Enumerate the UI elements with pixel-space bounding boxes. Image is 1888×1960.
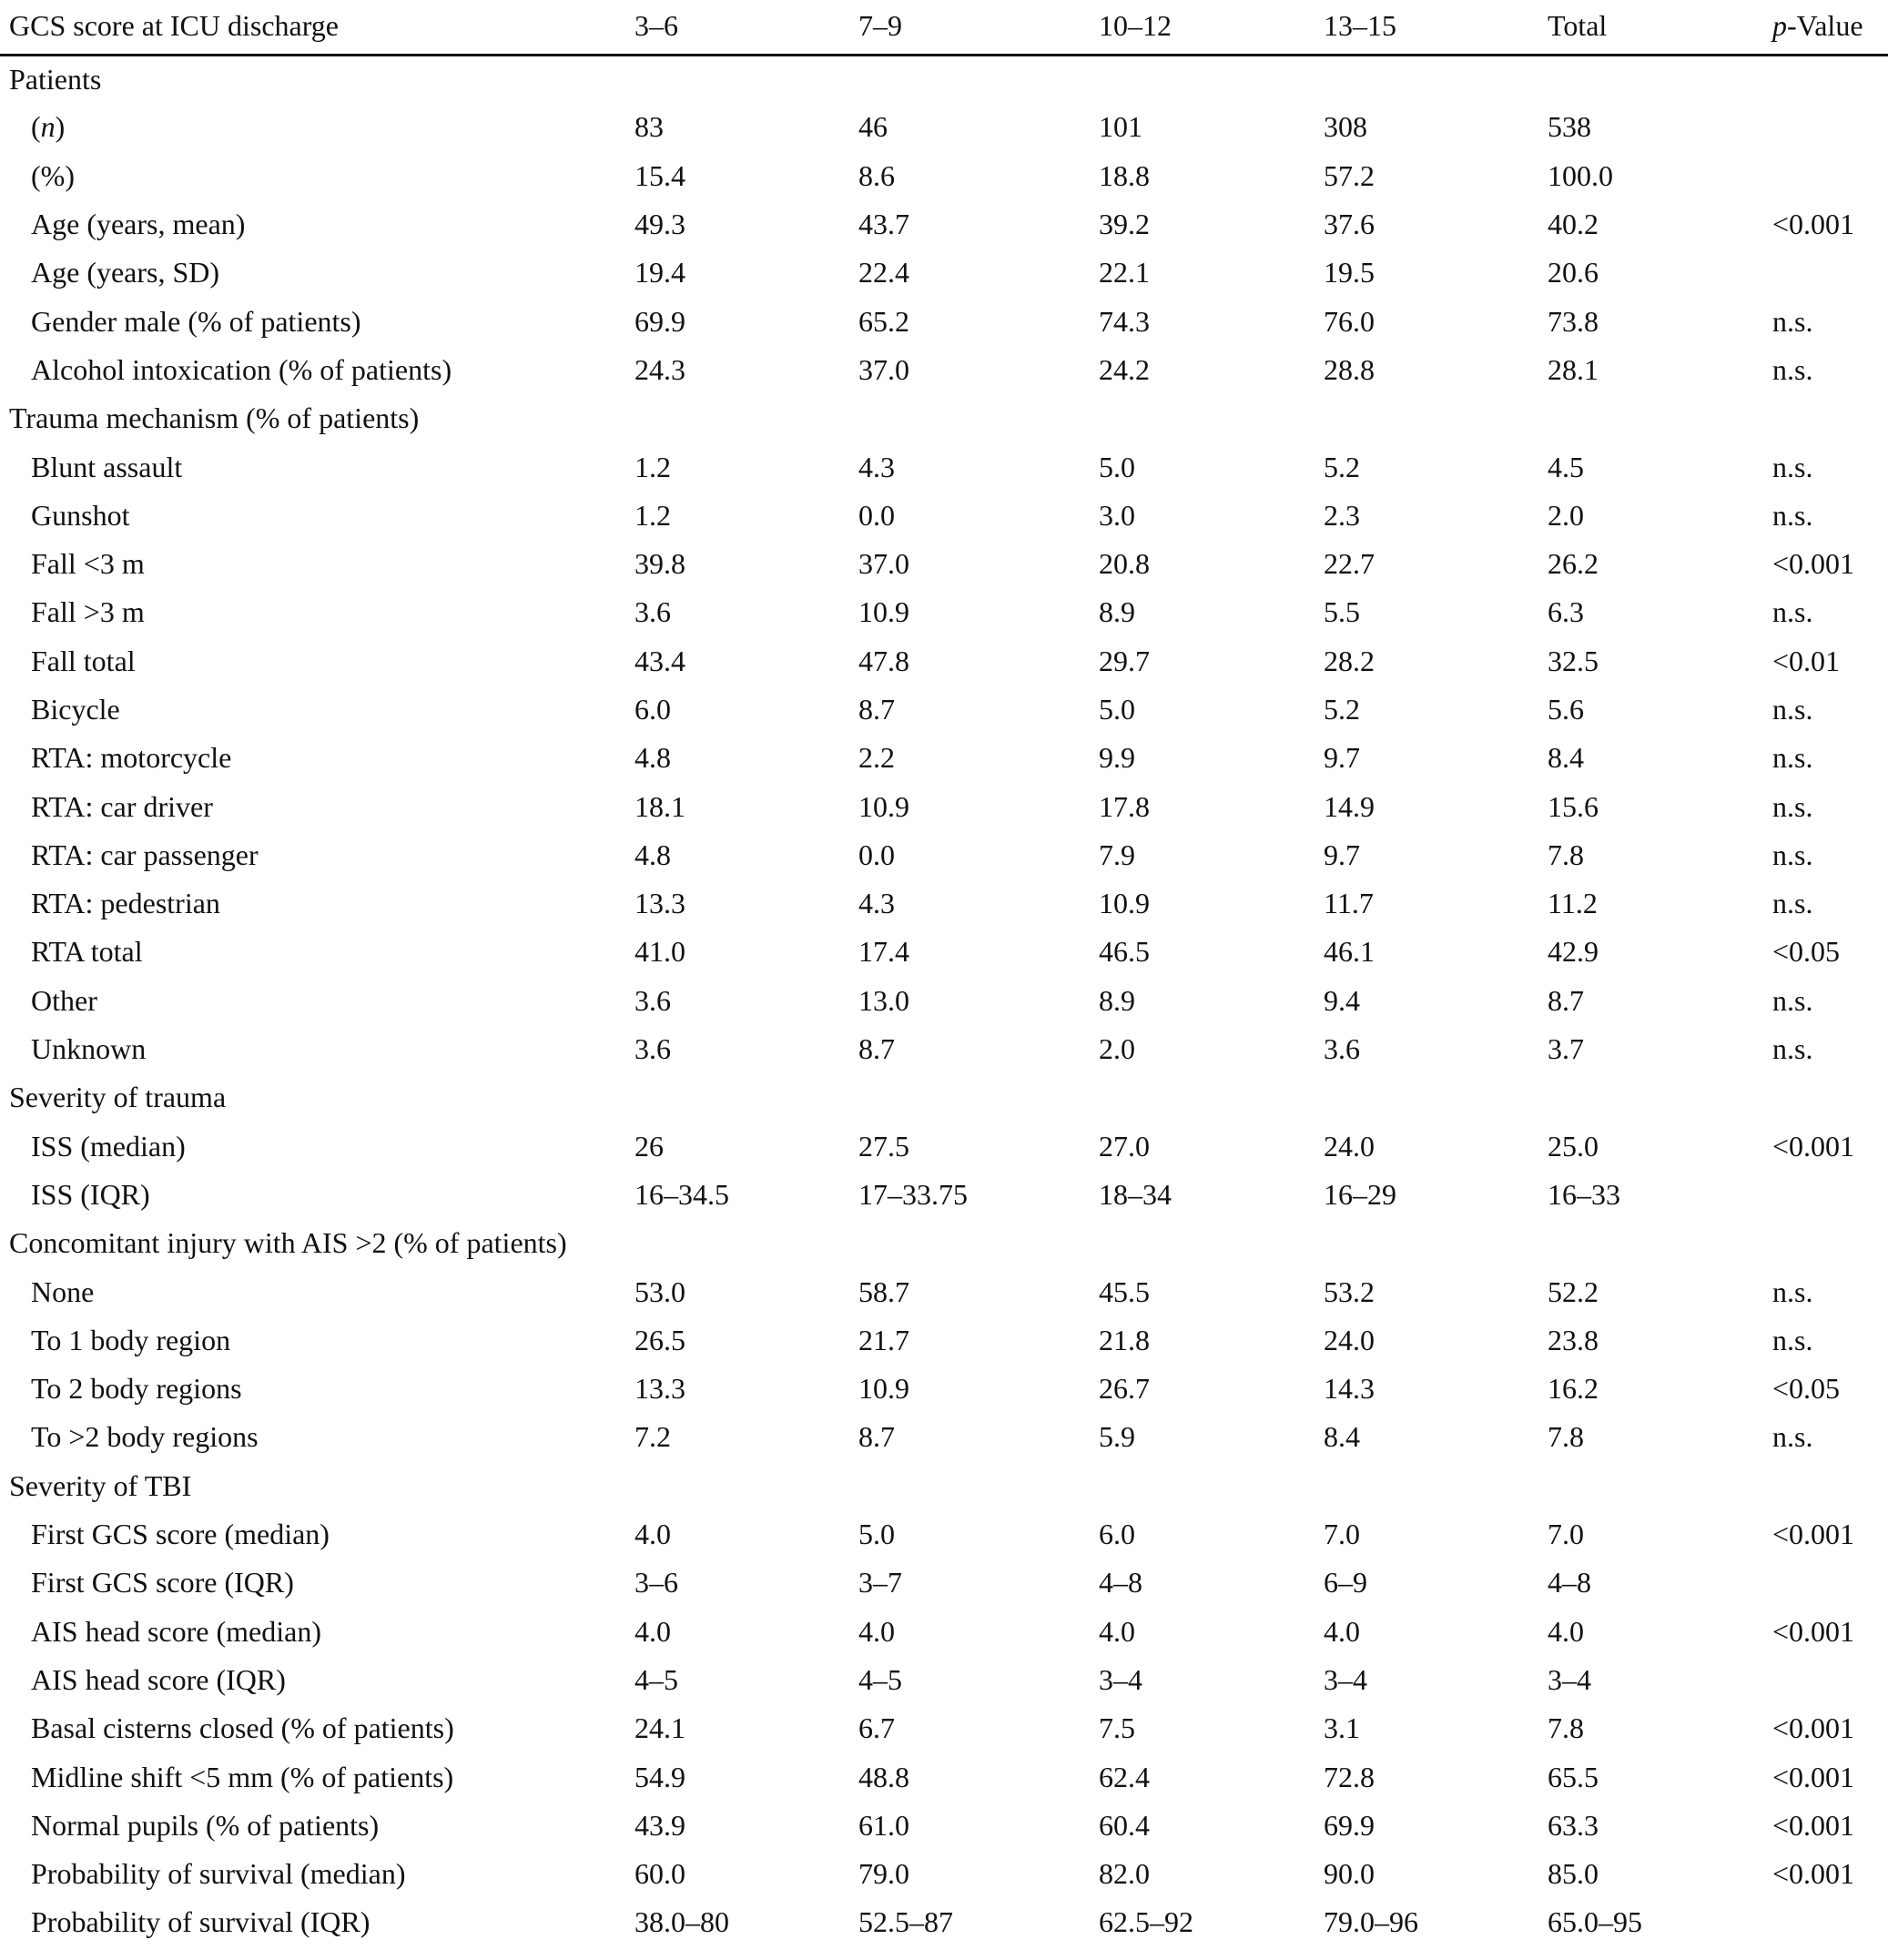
cell-13-15: 14.9 <box>1324 789 1375 823</box>
cell-13-15: 2.3 <box>1324 498 1360 532</box>
cell-10-12: 5.0 <box>1099 450 1135 483</box>
cell-total: 20.6 <box>1548 256 1599 289</box>
cell-p-value: n.s. <box>1772 741 1813 775</box>
cell-3-6: 6.0 <box>634 693 671 726</box>
cell-10-12: 6.0 <box>1099 1518 1135 1551</box>
table-row <box>0 1656 1888 1704</box>
cell-total: 32.5 <box>1548 644 1599 677</box>
cell-10-12: 82.0 <box>1099 1857 1150 1891</box>
table-row <box>0 346 1888 394</box>
cell-p-value: n.s. <box>1772 498 1813 532</box>
cell-total: 100.0 <box>1548 158 1613 192</box>
row-label: AIS head score (median) <box>31 1614 321 1648</box>
table-row <box>0 1025 1888 1073</box>
cell-3-6: 4.0 <box>634 1614 671 1648</box>
cell-p-value: n.s. <box>1772 789 1813 823</box>
header-gcs-score: GCS score at ICU discharge <box>0 0 634 55</box>
cell-13-15: 11.7 <box>1324 887 1374 920</box>
cell-7-9: 58.7 <box>858 1275 909 1308</box>
cell-p-value: n.s. <box>1772 693 1813 726</box>
cell-p-value: n.s. <box>1772 838 1813 871</box>
cell-p-value: n.s. <box>1772 1032 1813 1066</box>
cell-3-6: 4.8 <box>634 838 671 871</box>
row-label: To 2 body regions <box>31 1372 242 1406</box>
table-header <box>0 0 1888 55</box>
cell-10-12: 101 <box>1099 110 1142 144</box>
cell-10-12: 10.9 <box>1099 887 1150 920</box>
header-13-15: 13–15 <box>1324 0 1548 55</box>
cell-7-9: 8.6 <box>858 158 895 192</box>
cell-p-value: n.s. <box>1772 1323 1813 1356</box>
header-p-value <box>1772 0 1888 55</box>
table-row <box>0 1898 1888 1946</box>
cell-total: 85.0 <box>1548 1857 1599 1891</box>
table-row <box>0 1510 1888 1559</box>
cell-7-9: 46 <box>858 110 888 144</box>
cell-7-9: 37.0 <box>858 547 909 581</box>
cell-p-value <box>1772 249 1888 297</box>
cell-7-9: 52.5–87 <box>858 1905 953 1939</box>
table-row <box>0 1802 1888 1850</box>
cell-7-9: 13.0 <box>858 983 909 1017</box>
cell-10-12: 60.4 <box>1099 1808 1150 1842</box>
cell-10-12: 45.5 <box>1099 1275 1150 1308</box>
section-label: Trauma mechanism (% of patients) <box>9 401 420 435</box>
cell-7-9: 47.8 <box>858 644 909 677</box>
cell-3-6: 4.0 <box>634 1518 671 1551</box>
cell-total: 52.2 <box>1548 1275 1599 1308</box>
cell-3-6: 19.4 <box>634 256 685 289</box>
table-row <box>0 540 1888 588</box>
row-label: Alcohol intoxication (% of patients) <box>31 352 452 386</box>
cell-3-6: 60.0 <box>634 1857 685 1891</box>
cell-total: 73.8 <box>1548 304 1599 338</box>
cell-7-9: 65.2 <box>858 304 909 338</box>
header-row <box>0 0 1888 55</box>
cell-total: 23.8 <box>1548 1323 1599 1356</box>
cell-13-15: 5.5 <box>1324 595 1360 629</box>
cell-13-15: 46.1 <box>1324 935 1375 969</box>
cell-13-15: 9.4 <box>1324 983 1360 1017</box>
cell-10-12: 24.2 <box>1099 352 1150 386</box>
cell-10-12: 5.0 <box>1099 693 1135 726</box>
cell-10-12: 22.1 <box>1099 256 1150 289</box>
cell-total: 4–8 <box>1548 1566 1591 1599</box>
cell-10-12: 9.9 <box>1099 741 1135 775</box>
cell-10-12: 27.0 <box>1099 1129 1150 1163</box>
cell-total: 15.6 <box>1548 789 1599 823</box>
cell-7-9: 22.4 <box>858 256 909 289</box>
cell-10-12: 26.7 <box>1099 1372 1150 1406</box>
cell-total: 4.5 <box>1548 450 1584 483</box>
cell-13-15: 16–29 <box>1324 1177 1396 1211</box>
cell-7-9: 10.9 <box>858 789 909 823</box>
row-label: To 1 body region <box>31 1323 231 1356</box>
cell-p-value: n.s. <box>1772 304 1813 338</box>
row-label: Fall total <box>31 644 136 677</box>
table-row <box>0 1559 1888 1607</box>
cell-13-15: 76.0 <box>1324 304 1375 338</box>
table-row <box>0 782 1888 830</box>
row-label: Probability of survival (median) <box>31 1857 406 1891</box>
row-label: RTA: motorcycle <box>31 741 232 775</box>
cell-10-12: 4.0 <box>1099 1614 1135 1648</box>
cell-total: 3–4 <box>1548 1662 1591 1696</box>
row-label: Bicycle <box>31 693 120 726</box>
cell-13-15: 90.0 <box>1324 1857 1375 1891</box>
section-row <box>0 55 1888 103</box>
cell-13-15: 3.1 <box>1324 1711 1360 1745</box>
row-label: Unknown <box>31 1032 147 1066</box>
cell-p-value: n.s. <box>1772 352 1813 386</box>
cell-3-6: 15.4 <box>634 158 685 192</box>
cell-total: 16.2 <box>1548 1372 1599 1406</box>
cell-10-12: 3.0 <box>1099 498 1135 532</box>
cell-p-value <box>1772 103 1888 151</box>
cell-13-15: 5.2 <box>1324 450 1360 483</box>
cell-3-6: 41.0 <box>634 935 685 969</box>
cell-13-15: 72.8 <box>1324 1760 1375 1793</box>
cell-7-9: 4.3 <box>858 887 895 920</box>
cell-7-9: 21.7 <box>858 1323 909 1356</box>
cell-3-6: 26.5 <box>634 1323 685 1356</box>
section-row <box>0 1073 1888 1122</box>
cell-7-9: 3–7 <box>858 1566 902 1599</box>
cell-7-9: 43.7 <box>858 208 909 241</box>
cell-3-6: 4.8 <box>634 741 671 775</box>
table-row <box>0 977 1888 1025</box>
table-row <box>0 1267 1888 1315</box>
cell-7-9: 27.5 <box>858 1129 909 1163</box>
table-body <box>0 55 1888 1947</box>
cell-7-9: 6.7 <box>858 1711 895 1745</box>
section-label: Severity of trauma <box>9 1081 227 1114</box>
cell-total: 26.2 <box>1548 547 1599 581</box>
cell-p-value: <0.001 <box>1772 1129 1855 1163</box>
cell-p-value: <0.001 <box>1772 1808 1855 1842</box>
cell-7-9: 10.9 <box>858 595 909 629</box>
row-label: Midline shift <5 mm (% of patients) <box>31 1760 454 1793</box>
cell-13-15: 7.0 <box>1324 1518 1360 1551</box>
cell-p-value <box>1772 1898 1888 1946</box>
table-row <box>0 734 1888 782</box>
cell-10-12: 29.7 <box>1099 644 1150 677</box>
cell-p-value <box>1772 1171 1888 1219</box>
cell-3-6: 83 <box>634 110 664 144</box>
cell-total: 4.0 <box>1548 1614 1584 1648</box>
header-total: Total <box>1548 0 1772 55</box>
cell-7-9: 8.7 <box>858 693 895 726</box>
table-row <box>0 1752 1888 1801</box>
cell-total: 7.8 <box>1548 1711 1584 1745</box>
cell-total: 40.2 <box>1548 208 1599 241</box>
table-row <box>0 103 1888 151</box>
cell-3-6: 24.3 <box>634 352 685 386</box>
cell-p-value: <0.001 <box>1772 208 1855 241</box>
cell-3-6: 3–6 <box>634 1566 678 1599</box>
cell-p-value <box>1772 152 1888 200</box>
cell-p-value: n.s. <box>1772 1420 1813 1454</box>
table-row <box>0 831 1888 879</box>
cell-3-6: 7.2 <box>634 1420 671 1454</box>
cell-13-15: 37.6 <box>1324 208 1375 241</box>
cell-3-6: 53.0 <box>634 1275 685 1308</box>
cell-10-12: 2.0 <box>1099 1032 1135 1066</box>
cell-3-6: 4–5 <box>634 1662 678 1696</box>
cell-13-15: 8.4 <box>1324 1420 1360 1454</box>
cell-13-15: 14.3 <box>1324 1372 1375 1406</box>
cell-7-9: 0.0 <box>858 838 895 871</box>
row-label: RTA: car driver <box>31 789 213 823</box>
table-row <box>0 1316 1888 1365</box>
cell-total: 25.0 <box>1548 1129 1599 1163</box>
cell-p-value <box>1772 1656 1888 1704</box>
row-label: Probability of survival (IQR) <box>31 1905 370 1939</box>
cell-10-12: 7.5 <box>1099 1711 1135 1745</box>
cell-total: 7.0 <box>1548 1518 1584 1551</box>
cell-3-6: 13.3 <box>634 887 685 920</box>
cell-p-value: <0.01 <box>1772 644 1841 677</box>
cell-10-12: 5.9 <box>1099 1420 1135 1454</box>
cell-p-value: <0.001 <box>1772 1711 1855 1745</box>
table-row <box>0 492 1888 540</box>
cell-10-12: 8.9 <box>1099 595 1135 629</box>
row-label <box>0 103 634 151</box>
table-row <box>0 1171 1888 1219</box>
cell-p-value: n.s. <box>1772 450 1813 483</box>
row-label-prefix: ( <box>31 110 41 144</box>
cell-13-15: 69.9 <box>1324 1808 1375 1842</box>
cell-p-value: <0.05 <box>1772 1372 1841 1406</box>
cell-3-6: 1.2 <box>634 498 671 532</box>
section-label: Patients <box>9 62 102 96</box>
table-row <box>0 685 1888 734</box>
cell-10-12: 18–34 <box>1099 1177 1172 1211</box>
row-label: First GCS score (median) <box>31 1518 330 1551</box>
table-row <box>0 1413 1888 1461</box>
row-label: Basal cisterns closed (% of patients) <box>31 1711 454 1745</box>
cell-3-6: 43.9 <box>634 1808 685 1842</box>
cell-total: 11.2 <box>1548 887 1598 920</box>
cell-7-9: 8.7 <box>858 1032 895 1066</box>
cell-total: 28.1 <box>1548 352 1599 386</box>
cell-10-12: 62.5–92 <box>1099 1905 1193 1939</box>
cell-13-15: 9.7 <box>1324 838 1360 871</box>
cell-13-15: 24.0 <box>1324 1129 1375 1163</box>
header-10-12: 10–12 <box>1099 0 1324 55</box>
cell-13-15: 79.0–96 <box>1324 1905 1418 1939</box>
cell-3-6: 69.9 <box>634 304 685 338</box>
row-label: Age (years, SD) <box>31 256 220 289</box>
cell-13-15: 19.5 <box>1324 256 1375 289</box>
cell-13-15: 28.2 <box>1324 644 1375 677</box>
table-row <box>0 297 1888 345</box>
table-row <box>0 1608 1888 1656</box>
cell-total: 42.9 <box>1548 935 1599 969</box>
cell-p-value: <0.001 <box>1772 547 1855 581</box>
cell-p-value: n.s. <box>1772 983 1813 1017</box>
row-label: Normal pupils (% of patients) <box>31 1808 380 1842</box>
cell-3-6: 16–34.5 <box>634 1177 729 1211</box>
cell-7-9: 4–5 <box>858 1662 902 1696</box>
row-label: (%) <box>31 158 75 192</box>
cell-10-12: 21.8 <box>1099 1323 1150 1356</box>
cell-10-12: 62.4 <box>1099 1760 1150 1793</box>
cell-p-value: n.s. <box>1772 887 1813 920</box>
row-label: Age (years, mean) <box>31 208 246 241</box>
cell-13-15: 308 <box>1324 110 1367 144</box>
row-label: AIS head score (IQR) <box>31 1662 286 1696</box>
section-label: Severity of TBI <box>9 1468 192 1502</box>
row-label: None <box>31 1275 95 1308</box>
cell-7-9: 0.0 <box>858 498 895 532</box>
table-row <box>0 928 1888 976</box>
table-row <box>0 637 1888 685</box>
cell-p-value: <0.001 <box>1772 1518 1855 1551</box>
cell-7-9: 4.3 <box>858 450 895 483</box>
cell-total: 65.0–95 <box>1548 1905 1642 1939</box>
row-label: RTA: pedestrian <box>31 887 220 920</box>
cell-10-12: 74.3 <box>1099 304 1150 338</box>
cell-3-6: 3.6 <box>634 595 671 629</box>
cell-13-15: 9.7 <box>1324 741 1360 775</box>
cell-3-6: 18.1 <box>634 789 685 823</box>
section-row <box>0 1462 1888 1510</box>
cell-total: 8.7 <box>1548 983 1584 1017</box>
cell-p-value: n.s. <box>1772 595 1813 629</box>
cell-7-9: 2.2 <box>858 741 895 775</box>
cell-total: 5.6 <box>1548 693 1584 726</box>
cell-p-value: n.s. <box>1772 1275 1813 1308</box>
cell-total: 538 <box>1548 110 1591 144</box>
cell-10-12: 39.2 <box>1099 208 1150 241</box>
cell-10-12: 8.9 <box>1099 983 1135 1017</box>
cell-total: 65.5 <box>1548 1760 1599 1793</box>
section-row <box>0 1219 1888 1267</box>
cell-10-12: 18.8 <box>1099 158 1150 192</box>
cell-total: 7.8 <box>1548 838 1584 871</box>
table-row <box>0 1704 1888 1752</box>
cell-p-value: <0.001 <box>1772 1760 1855 1793</box>
cell-3-6: 26 <box>634 1129 664 1163</box>
cell-3-6: 24.1 <box>634 1711 685 1745</box>
row-label: ISS (median) <box>31 1129 186 1163</box>
table-row <box>0 1122 1888 1171</box>
cell-p-value: <0.001 <box>1772 1614 1855 1648</box>
table-row <box>0 1365 1888 1413</box>
cell-13-15: 6–9 <box>1324 1566 1367 1599</box>
row-label: RTA: car passenger <box>31 838 259 871</box>
section-row <box>0 394 1888 442</box>
header-p-italic: p <box>1772 8 1787 42</box>
cell-3-6: 13.3 <box>634 1372 685 1406</box>
row-label: Fall <3 m <box>31 547 145 581</box>
cell-13-15: 3.6 <box>1324 1032 1360 1066</box>
cell-3-6: 54.9 <box>634 1760 685 1793</box>
cell-13-15: 3–4 <box>1324 1662 1367 1696</box>
cell-7-9: 48.8 <box>858 1760 909 1793</box>
cell-10-12: 46.5 <box>1099 935 1150 969</box>
cell-p-value: <0.05 <box>1772 935 1841 969</box>
cell-13-15: 22.7 <box>1324 547 1375 581</box>
section-label: Concomitant injury with AIS >2 (% of patients) <box>9 1226 567 1260</box>
cell-total: 8.4 <box>1548 741 1584 775</box>
cell-7-9: 17.4 <box>858 935 909 969</box>
cell-13-15: 24.0 <box>1324 1323 1375 1356</box>
cell-13-15: 4.0 <box>1324 1614 1360 1648</box>
table-row <box>0 442 1888 491</box>
table-row <box>0 249 1888 297</box>
cell-13-15: 5.2 <box>1324 693 1360 726</box>
cell-7-9: 79.0 <box>858 1857 909 1891</box>
row-label: To >2 body regions <box>31 1420 259 1454</box>
table-row <box>0 879 1888 928</box>
row-label: RTA total <box>31 935 143 969</box>
cell-7-9: 5.0 <box>858 1518 895 1551</box>
cell-7-9: 10.9 <box>858 1372 909 1406</box>
row-label: Gender male (% of patients) <box>31 304 361 338</box>
cell-total: 7.8 <box>1548 1420 1584 1454</box>
cell-3-6: 3.6 <box>634 1032 671 1066</box>
cell-p-value: <0.001 <box>1772 1857 1855 1891</box>
row-label-suffix: ) <box>55 110 66 144</box>
cell-7-9: 4.0 <box>858 1614 895 1648</box>
cell-7-9: 61.0 <box>858 1808 909 1842</box>
cell-total: 6.3 <box>1548 595 1584 629</box>
cell-10-12: 17.8 <box>1099 789 1150 823</box>
cell-total: 3.7 <box>1548 1032 1584 1066</box>
table-row <box>0 588 1888 636</box>
table-row <box>0 200 1888 249</box>
cell-3-6: 38.0–80 <box>634 1905 729 1939</box>
cell-10-12: 3–4 <box>1099 1662 1142 1696</box>
cell-7-9: 17–33.75 <box>858 1177 968 1211</box>
cell-7-9: 37.0 <box>858 352 909 386</box>
cell-total: 16–33 <box>1548 1177 1620 1211</box>
cell-13-15: 28.8 <box>1324 352 1375 386</box>
cell-3-6: 1.2 <box>634 450 671 483</box>
header-3-6: 3–6 <box>634 0 858 55</box>
row-label: First GCS score (IQR) <box>31 1566 294 1599</box>
cell-3-6: 3.6 <box>634 983 671 1017</box>
row-label: Other <box>31 983 97 1017</box>
cell-10-12: 4–8 <box>1099 1566 1142 1599</box>
cell-10-12: 7.9 <box>1099 838 1135 871</box>
cell-3-6: 43.4 <box>634 644 685 677</box>
table-row <box>0 1850 1888 1898</box>
header-7-9: 7–9 <box>858 0 1099 55</box>
cell-3-6: 49.3 <box>634 208 685 241</box>
header-p-rest: -Value <box>1787 8 1863 42</box>
table-row <box>0 152 1888 200</box>
row-label: Blunt assault <box>31 450 183 483</box>
cell-13-15: 57.2 <box>1324 158 1375 192</box>
row-label: Fall >3 m <box>31 595 145 629</box>
cell-13-15: 53.2 <box>1324 1275 1375 1308</box>
row-label: ISS (IQR) <box>31 1177 150 1211</box>
cell-10-12: 20.8 <box>1099 547 1150 581</box>
row-label-italic: n <box>40 110 56 144</box>
cell-p-value <box>1772 1559 1888 1607</box>
cell-total: 2.0 <box>1548 498 1584 532</box>
cell-7-9: 8.7 <box>858 1420 895 1454</box>
row-label: Gunshot <box>31 498 130 532</box>
cell-total: 63.3 <box>1548 1808 1599 1842</box>
cell-3-6: 39.8 <box>634 547 685 581</box>
